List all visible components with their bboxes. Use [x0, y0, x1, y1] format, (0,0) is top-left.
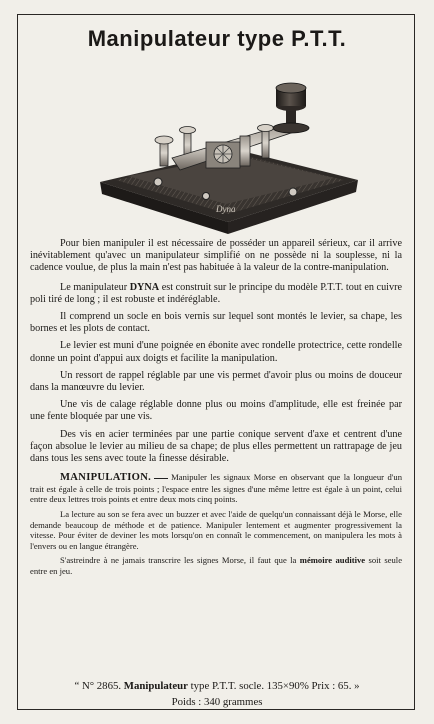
socle-paragraph: Il comprend un socle en bois vernis sur lequel sont montés le levier, sa chape, les bornes et les plots de contact.	[30, 311, 402, 335]
levier-paragraph: Le levier est muni d'une poignée en ébonite avec rondelle protectrice, cette rondelle donne un point d'appui aux doigts et facilite la manipulation.	[30, 340, 402, 364]
page-title: Manipulateur type P.T.T.	[87, 26, 347, 51]
price: Prix : 65.	[311, 680, 352, 692]
engraved-brand: Dyna	[216, 204, 236, 214]
manipulation-heading: MANIPULATION.	[60, 472, 152, 484]
order-line: “ N° 2865. Manipulateur type P.T.T. socle. 135×90% Prix : 65. »	[74, 680, 360, 692]
product-name: Manipulateur	[123, 680, 188, 692]
dash-separator	[154, 478, 168, 479]
dyna-paragraph: Le manipulateur DYNA est construit sur le principe du modèle P.T.T. tout en cuivre poli tiré de long ; il est robuste et indéréglable.	[30, 281, 403, 305]
memoire-paragraph: S'astreindre à ne jamais transcrire les signes Morse, il faut que la mémoire auditive soit seule entre en jeu.	[30, 555, 403, 576]
ressort-paragraph: Un ressort de rappel réglable par une vis permet d'avoir plus ou moins de douceur dans la manœuvre du levier.	[30, 369, 402, 394]
manipulation-section	[30, 472, 402, 576]
telegraph-key-illustration	[88, 72, 368, 242]
product-desc: type P.T.T. socle. 135×90	[190, 680, 300, 692]
catalog-number: N° 2865.	[81, 680, 122, 692]
description-text	[30, 238, 402, 581]
intro-paragraph: Pour bien manipuler il est nécessaire de posséder un appareil sérieux, car il arrive inévitablement qu'avec un manipulateur simplifié on ne possède ni la souplesse, ni la cadence voulue, de plus la main n'est pas habituée à la valeur de la contre-manipulation.	[30, 238, 402, 274]
weight-line: Poids : 340 grammes	[171, 696, 263, 708]
manipulation-paragraph: MANIPULATION. Manipuler les signaux Morse en observant que la longueur d'un trait est égale à celle de trois points ; l'espace entre les signes d'une même lettre est égale à un point, celui entre deux lettres trois points et entre deux mots cinq points.	[30, 472, 402, 505]
vis-paragraph: Des vis en acier terminées par une partie conique servent d'axe et centrent d'une façon absolue le levier au milieu de sa chape; de plus elles permettent un rattrapage de jeu dans tous les sens avec toute la finesse désirable.	[30, 428, 402, 465]
brand-name: DYNA	[129, 281, 160, 293]
calage-paragraph: Une vis de calage réglable donne plus ou moins d'amplitude, elle est freinée par une fente bloquée par une vis.	[30, 399, 402, 423]
lecture-paragraph: La lecture au son se fera avec un buzzer et avec l'aide de quelqu'un connaissant déjà le Morse, elle demande beaucoup de méthode et de patience. Manipuler lentement et augmenter progressivement la vitesse. Pour éviter de deviner les mots lorsqu'on en connaît le commencement, on manipulera les mots à l'envers ou en langue étrangère.	[30, 509, 402, 551]
